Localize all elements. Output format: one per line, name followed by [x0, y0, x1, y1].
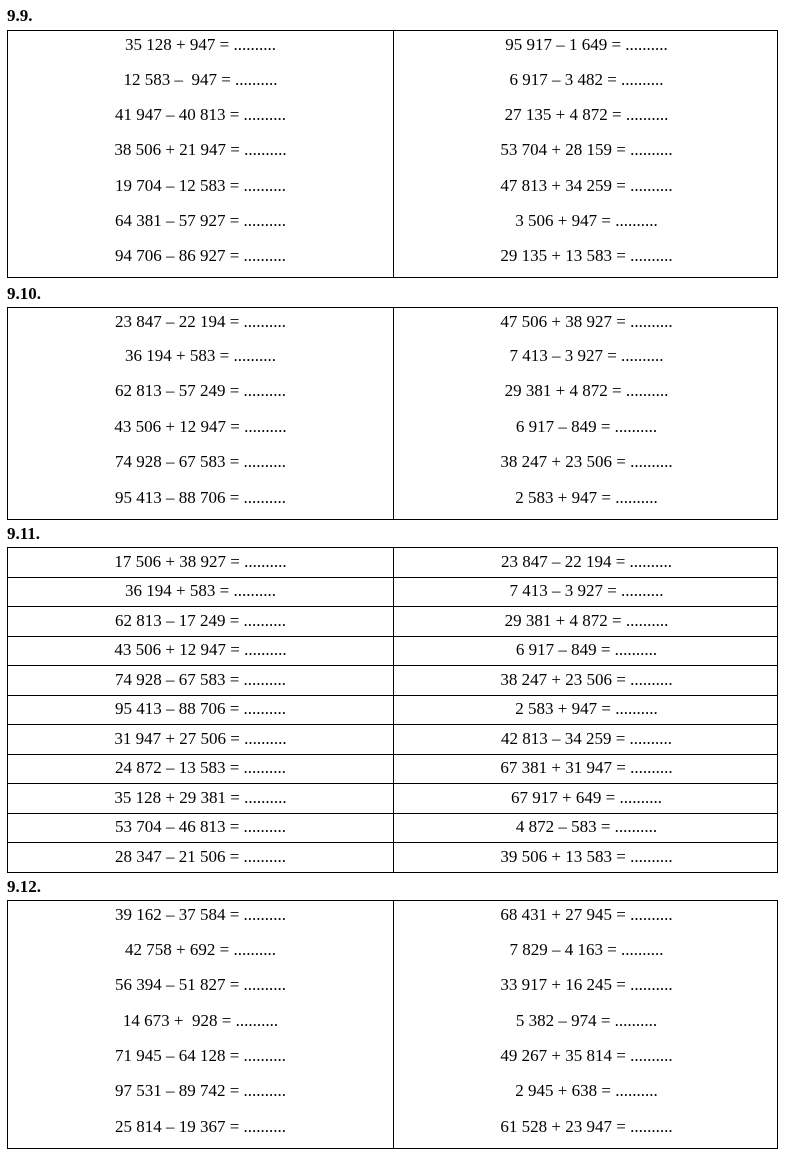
equation: 39 162 – 37 584 = ..........: [114, 905, 287, 924]
equation: 14 673 + 928 = ..........: [122, 1011, 279, 1030]
equation: 94 706 – 86 927 = ..........: [114, 246, 287, 265]
row-separator: [8, 695, 777, 696]
equation: 38 247 + 23 506 = ..........: [500, 452, 673, 471]
equation: 47 506 + 38 927 = ..........: [500, 312, 673, 331]
equation: 74 928 – 67 583 = ..........: [114, 670, 287, 689]
equation: 49 267 + 35 814 = ..........: [500, 1046, 673, 1065]
equation: 28 347 – 21 506 = ..........: [114, 847, 287, 866]
equation: 42 813 – 34 259 = ..........: [500, 729, 673, 748]
row-separator: [8, 577, 777, 578]
equation: 35 128 + 947 = ..........: [125, 35, 276, 54]
equation: 41 947 – 40 813 = ..........: [114, 105, 287, 124]
equation: 17 506 + 38 927 = ..........: [114, 552, 287, 571]
equation: 74 928 – 67 583 = ..........: [114, 452, 287, 471]
equation: 56 394 – 51 827 = ..........: [114, 975, 287, 994]
equation: 29 381 + 4 872 = ..........: [504, 611, 669, 630]
equation: 6 917 – 849 = ..........: [515, 417, 658, 436]
equation: 67 381 + 31 947 = ..........: [500, 758, 673, 777]
equation: 95 917 – 1 649 = ..........: [505, 35, 668, 54]
equation: 35 128 + 29 381 = ..........: [114, 788, 287, 807]
equation: 23 847 – 22 194 = ..........: [114, 312, 287, 331]
row-separator: [8, 665, 777, 666]
row-separator: [8, 754, 777, 755]
equation: 19 704 – 12 583 = ..........: [114, 176, 287, 195]
equation: 6 917 – 849 = ..........: [515, 640, 658, 659]
equation: 43 506 + 12 947 = ..........: [114, 640, 287, 659]
exercise-label: 9.9.: [7, 6, 33, 25]
equation: 2 945 + 638 = ..........: [515, 1081, 658, 1100]
equation: 95 413 – 88 706 = ..........: [114, 488, 287, 507]
equation: 38 247 + 23 506 = ..........: [500, 670, 673, 689]
equation: 5 382 – 974 = ..........: [515, 1011, 658, 1030]
equation: 67 917 + 649 = ..........: [511, 788, 662, 807]
equation: 53 704 – 46 813 = ..........: [114, 817, 287, 836]
row-separator: [8, 813, 777, 814]
row-separator: [8, 724, 777, 725]
equation: 39 506 + 13 583 = ..........: [500, 847, 673, 866]
equation: 33 917 + 16 245 = ..........: [500, 975, 673, 994]
equation: 97 531 – 89 742 = ..........: [114, 1081, 287, 1100]
equation: 36 194 + 583 = ..........: [125, 346, 276, 365]
exercise-table: [7, 30, 778, 278]
exercise-table: [7, 547, 778, 873]
equation: 42 758 + 692 = ..........: [125, 940, 276, 959]
equation: 2 583 + 947 = ..........: [515, 699, 658, 718]
equation: 27 135 + 4 872 = ..........: [504, 105, 669, 124]
equation: 38 506 + 21 947 = ..........: [114, 140, 287, 159]
equation: 47 813 + 34 259 = ..........: [500, 176, 673, 195]
equation: 4 872 – 583 = ..........: [515, 817, 658, 836]
row-separator: [8, 636, 777, 637]
exercise-table: [7, 900, 778, 1149]
equation: 36 194 + 583 = ..........: [125, 581, 276, 600]
equation: 95 413 – 88 706 = ..........: [114, 699, 287, 718]
exercise-label: 9.12.: [7, 877, 41, 896]
equation: 43 506 + 12 947 = ..........: [114, 417, 287, 436]
equation: 7 829 – 4 163 = ..........: [509, 940, 664, 959]
equation: 24 872 – 13 583 = ..........: [114, 758, 287, 777]
equation: 29 135 + 13 583 = ..........: [500, 246, 673, 265]
equation: 62 813 – 17 249 = ..........: [114, 611, 287, 630]
exercise-label: 9.10.: [7, 284, 41, 303]
equation: 12 583 – 947 = ..........: [123, 70, 278, 89]
equation: 62 813 – 57 249 = ..........: [114, 381, 287, 400]
equation: 53 704 + 28 159 = ..........: [500, 140, 673, 159]
equation: 71 945 – 64 128 = ..........: [114, 1046, 287, 1065]
equation: 25 814 – 19 367 = ..........: [114, 1117, 287, 1136]
equation: 61 528 + 23 947 = ..........: [500, 1117, 673, 1136]
row-separator: [8, 783, 777, 784]
exercise-label: 9.11.: [7, 524, 41, 543]
equation: 7 413 – 3 927 = ..........: [509, 346, 664, 365]
equation: 64 381 – 57 927 = ..........: [114, 211, 287, 230]
row-separator: [8, 606, 777, 607]
equation: 68 431 + 27 945 = ..........: [500, 905, 673, 924]
equation: 29 381 + 4 872 = ..........: [504, 381, 669, 400]
equation: 2 583 + 947 = ..........: [515, 488, 658, 507]
equation: 23 847 – 22 194 = ..........: [500, 552, 673, 571]
equation: 6 917 – 3 482 = ..........: [509, 70, 664, 89]
row-separator: [8, 842, 777, 843]
equation: 7 413 – 3 927 = ..........: [509, 581, 664, 600]
equation: 3 506 + 947 = ..........: [515, 211, 658, 230]
equation: 31 947 + 27 506 = ..........: [114, 729, 287, 748]
exercise-table: [7, 307, 778, 520]
